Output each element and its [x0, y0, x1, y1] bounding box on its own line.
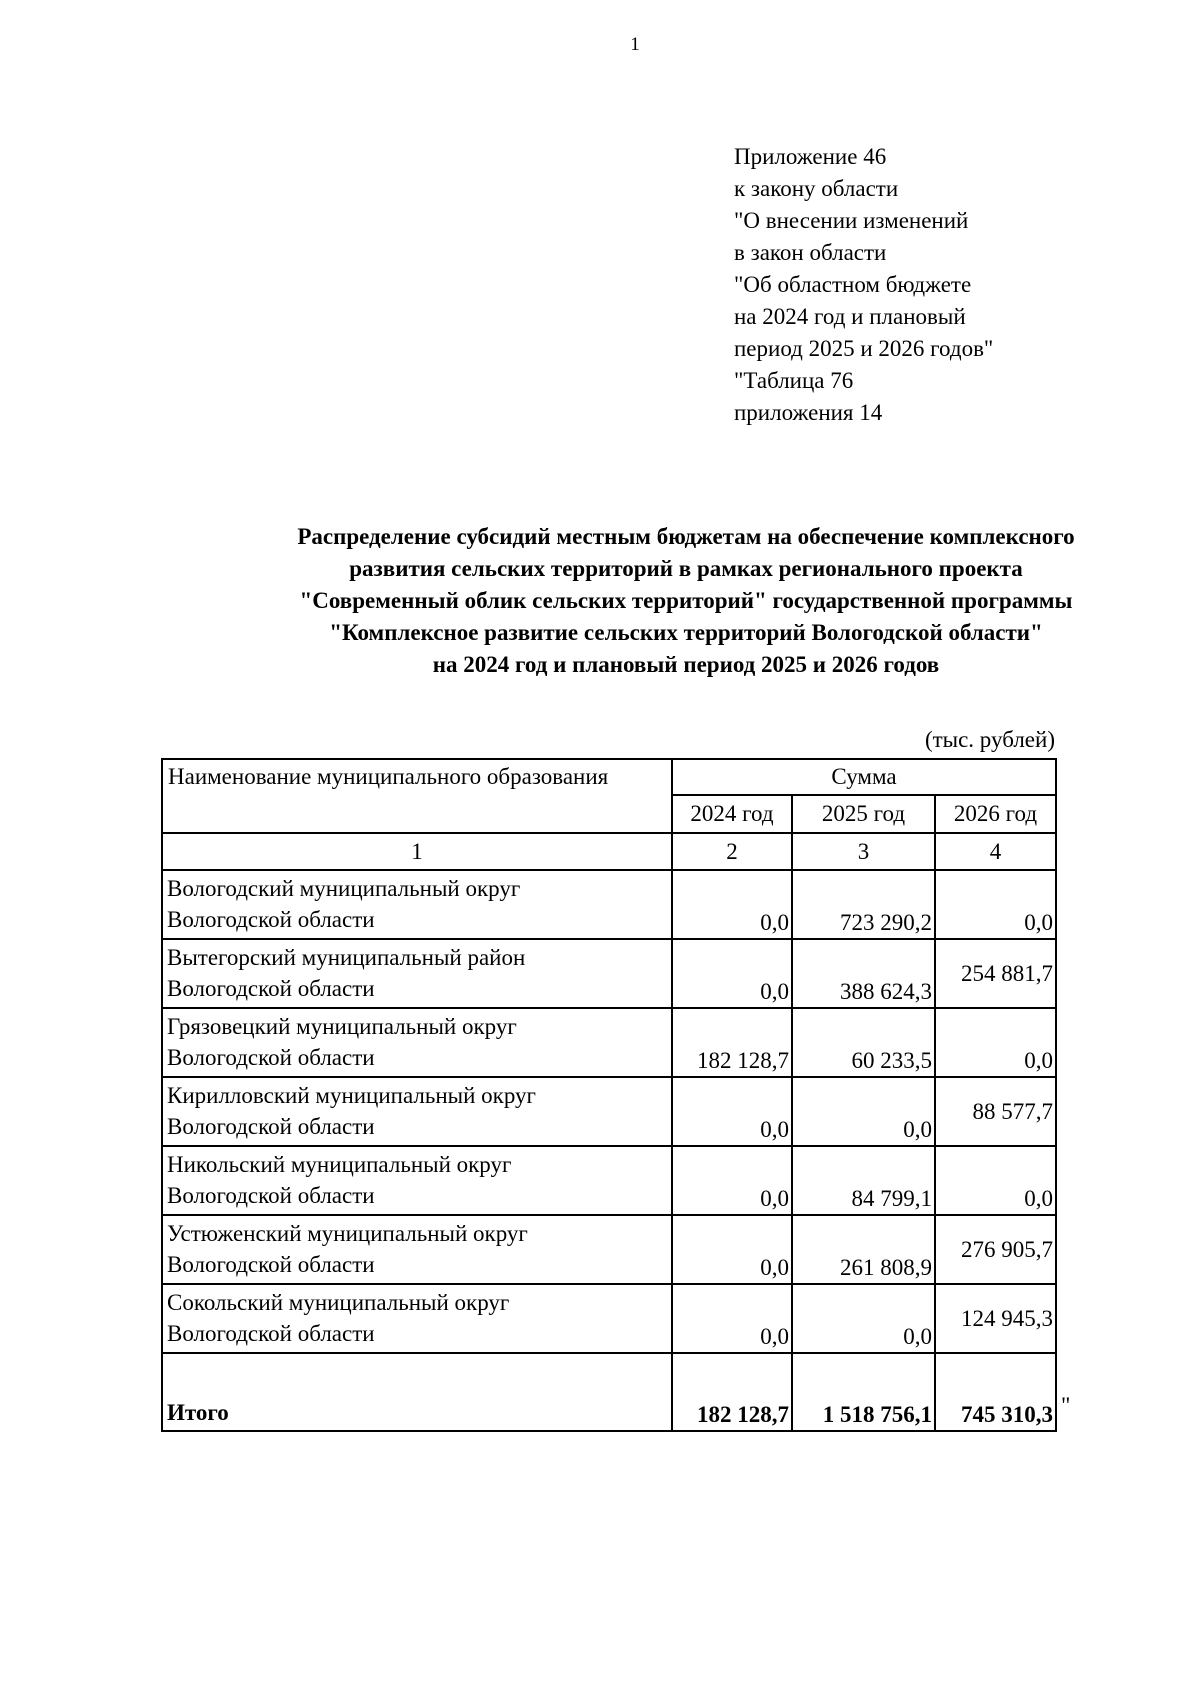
value-2026: 0,0 — [935, 870, 1056, 939]
header-year-2024: 2024 год — [672, 795, 792, 833]
name-line: Грязовецкий муниципальный округ — [167, 1014, 517, 1039]
name-line: Вологодской области — [167, 1252, 375, 1277]
title-line: на 2024 год и плановый период 2025 и 2026 годов — [432, 652, 940, 677]
table-row — [162, 1077, 1056, 1146]
appendix-line: период 2025 и 2026 годов" — [734, 336, 994, 361]
total-row — [162, 1353, 1056, 1431]
municipality-name — [162, 1284, 672, 1353]
total-2026: 745 310,3 — [935, 1353, 1056, 1431]
value-2024: 0,0 — [672, 1146, 792, 1215]
municipality-name — [162, 1008, 672, 1077]
closing-quote: " — [1061, 1393, 1071, 1418]
value-2024: 0,0 — [672, 1284, 792, 1353]
value-2024: 0,0 — [672, 1215, 792, 1284]
units-label: (тыс. рублей) — [924, 727, 1055, 752]
name-line: Вологодский муниципальный округ — [167, 876, 521, 901]
value-2025: 388 624,3 — [792, 939, 935, 1008]
name-line: Вологодской области — [167, 1183, 375, 1208]
value-2025: 723 290,2 — [792, 870, 935, 939]
total-2025: 1 518 756,1 — [792, 1353, 935, 1431]
table-row — [162, 1284, 1056, 1353]
value-2026: 88 577,7 — [935, 1077, 1056, 1146]
name-line: Кирилловский муниципальный округ — [167, 1083, 536, 1108]
table-row — [162, 1215, 1056, 1284]
value-2024: 182 128,7 — [672, 1008, 792, 1077]
name-line: Вологодской области — [167, 907, 375, 932]
appendix-line: приложения 14 — [734, 400, 883, 425]
name-line: Никольский муниципальный округ — [167, 1152, 512, 1177]
table-row — [162, 939, 1056, 1008]
name-line: Вытегорский муниципальный район — [167, 945, 526, 970]
column-number: 4 — [935, 833, 1056, 870]
municipality-name — [162, 1077, 672, 1146]
table-row — [162, 1008, 1056, 1077]
header-municipality: Наименование муниципального образования — [162, 759, 672, 833]
header-year-2026: 2026 год — [935, 795, 1056, 833]
header-year-2025: 2025 год — [792, 795, 935, 833]
value-2026: 0,0 — [935, 1008, 1056, 1077]
value-2025: 261 808,9 — [792, 1215, 935, 1284]
table-row — [162, 1146, 1056, 1215]
appendix-line: "О внесении изменений — [734, 208, 969, 233]
document-title — [160, 521, 1200, 681]
value-2026: 124 945,3 — [935, 1284, 1056, 1353]
name-line: Вологодской области — [167, 1114, 375, 1139]
name-line: Вологодской области — [167, 1321, 375, 1346]
municipality-name — [162, 1215, 672, 1284]
title-line: "Современный облик сельских территорий" государственной программы — [299, 588, 1073, 613]
name-line: Устюженский муниципальный округ — [167, 1221, 528, 1246]
title-line: Распределение субсидий местным бюджетам на обеспечение комплексного — [297, 524, 1075, 549]
column-number: 3 — [792, 833, 935, 870]
municipality-name — [162, 870, 672, 939]
appendix-line: на 2024 год и плановый — [734, 304, 966, 329]
total-2024: 182 128,7 — [672, 1353, 792, 1431]
subsidy-table — [161, 758, 1057, 1432]
page-number: 1 — [630, 34, 640, 55]
value-2024: 0,0 — [672, 939, 792, 1008]
value-2025: 84 799,1 — [792, 1146, 935, 1215]
value-2025: 0,0 — [792, 1284, 935, 1353]
title-line: "Комплексное развитие сельских территорий Вологодской области" — [329, 620, 1043, 645]
appendix-line: "Об областном бюджете — [734, 272, 972, 297]
header-sum: Сумма — [672, 759, 1056, 795]
column-number: 2 — [672, 833, 792, 870]
value-2025: 60 233,5 — [792, 1008, 935, 1077]
value-2024: 0,0 — [672, 1077, 792, 1146]
table-row — [162, 870, 1056, 939]
title-line: развития сельских территорий в рамках регионального проекта — [349, 556, 1023, 581]
column-number-row — [162, 833, 1056, 870]
value-2026: 254 881,7 — [935, 939, 1056, 1008]
value-2025: 0,0 — [792, 1077, 935, 1146]
value-2026: 276 905,7 — [935, 1215, 1056, 1284]
name-line: Вологодской области — [167, 976, 375, 1001]
name-line: Сокольский муниципальный округ — [167, 1290, 510, 1315]
name-line: Вологодской области — [167, 1045, 375, 1070]
municipality-name — [162, 1146, 672, 1215]
total-label: Итого — [162, 1353, 672, 1431]
appendix-line: Приложение 46 — [734, 144, 887, 169]
municipality-name — [162, 939, 672, 1008]
column-number: 1 — [162, 833, 672, 870]
appendix-line: в закон области — [734, 240, 887, 265]
table-header-row — [162, 759, 1056, 795]
value-2024: 0,0 — [672, 870, 792, 939]
appendix-line: к закону области — [734, 176, 899, 201]
appendix-reference — [734, 141, 993, 429]
value-2026: 0,0 — [935, 1146, 1056, 1215]
appendix-line: "Таблица 76 — [734, 368, 854, 393]
